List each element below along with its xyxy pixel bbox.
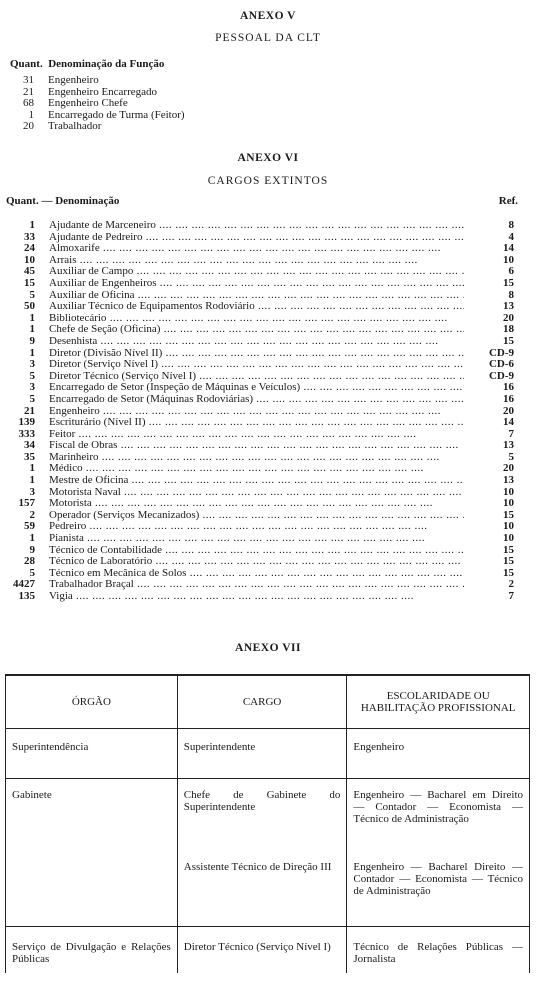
item-ref: 2 xyxy=(508,578,514,591)
table-row xyxy=(6,729,530,779)
list-item xyxy=(0,520,536,532)
anexo-vi xyxy=(0,152,536,602)
item-ref: 15 xyxy=(503,334,514,347)
item-ref: 10 xyxy=(503,497,514,510)
item-denominacao: Médico .... xyxy=(49,462,464,474)
cell-escolaridade: Engenheiro — Bacharel Direito — Contador — Economista — Técnico de Administração xyxy=(347,857,530,927)
col-denominacao-header: Denominação da Função xyxy=(48,58,165,70)
item-denominacao: Arrais .... xyxy=(49,254,464,266)
item-denominacao: Auxiliar de Campo .... xyxy=(49,265,464,277)
item-quantity: 135 xyxy=(18,590,35,602)
cell-orgao: Gabinete xyxy=(6,779,178,857)
list-item xyxy=(0,335,536,347)
item-denominacao: Vigia .... xyxy=(49,590,464,602)
item-quantity: 28 xyxy=(24,555,35,568)
item-quantity: 1 xyxy=(29,311,35,324)
item-denominacao: Almoxarife .... xyxy=(49,242,464,254)
item-denominacao: Chefe de Seção (Oficina) .... xyxy=(49,323,464,335)
item-denominacao: Escriturário (Nível II) .... xyxy=(49,416,464,428)
item-quantity: 10 xyxy=(24,253,35,266)
item-denominacao: Pianista .... xyxy=(49,532,464,544)
item-quantity: 139 xyxy=(18,416,35,429)
item-ref: 8 xyxy=(508,219,514,231)
list-item xyxy=(0,242,536,254)
item-denominacao: Técnico de Contabilidade .... xyxy=(49,544,464,556)
item-denominacao: Técnico de Laboratório .... xyxy=(49,555,464,567)
item-denominacao: Diretor (Divisão Nível II) .... xyxy=(49,347,464,359)
cell-cargo: Diretor Técnico (Serviço Nível I) xyxy=(177,927,347,973)
list-item xyxy=(0,428,536,440)
item-ref: 20 xyxy=(503,462,514,475)
item-ref: 8 xyxy=(508,288,514,301)
list-item xyxy=(0,451,536,463)
list-item xyxy=(0,358,536,370)
item-ref: 7 xyxy=(508,590,514,602)
item-ref: 10 xyxy=(503,532,514,545)
list-item xyxy=(0,323,536,335)
item-ref: 18 xyxy=(503,323,514,336)
list-item xyxy=(0,381,536,393)
cell-escolaridade: Engenheiro — Bacharel em Direito — Contador — Economista — Técnico de Administração xyxy=(347,779,530,857)
item-ref: CD-9 xyxy=(488,346,514,359)
item-ref: 6 xyxy=(508,265,514,278)
item-ref: 10 xyxy=(503,253,514,266)
item-denominacao: Encarregado de Setor (Máquinas Rodoviárias) .... xyxy=(49,393,464,405)
item-quantity: 157 xyxy=(18,497,35,510)
item-denominacao: Diretor Técnico (Serviço Nível I) .... xyxy=(49,370,464,382)
item-ref: 10 xyxy=(503,485,514,498)
item-ref: 15 xyxy=(503,508,514,521)
col-ref-header: Ref. xyxy=(498,195,518,207)
table-row xyxy=(6,857,530,927)
item-quantity: 5 xyxy=(29,369,35,382)
item-ref: 16 xyxy=(503,381,514,394)
item-quantity: 35 xyxy=(24,450,35,463)
item-quantity: 31 xyxy=(23,74,34,86)
item-quantity: 333 xyxy=(18,427,35,440)
table-row xyxy=(6,779,530,857)
item-ref: 5 xyxy=(508,450,514,463)
item-quantity: 33 xyxy=(24,230,35,243)
item-ref: CD-6 xyxy=(488,358,514,371)
item-denominacao: Diretor (Serviço Nível I) .... xyxy=(49,358,464,370)
anexo-v xyxy=(0,10,536,133)
list-item xyxy=(0,347,536,359)
item-ref: 20 xyxy=(503,404,514,417)
item-quantity: 1 xyxy=(29,462,35,475)
item-denominacao: Mestre de Oficina .... xyxy=(49,474,464,486)
item-quantity: 21 xyxy=(23,85,34,98)
item-denominacao: Auxiliar de Engenheiros .... xyxy=(49,277,464,289)
item-quantity: 59 xyxy=(24,520,35,533)
anexo-v-list xyxy=(0,75,536,133)
item-quantity: 3 xyxy=(29,485,35,498)
item-quantity: 1 xyxy=(29,474,35,487)
item-ref: CD-9 xyxy=(488,369,514,382)
cell-orgao: Superintendência xyxy=(6,729,178,779)
cell-escolaridade: Técnico de Relações Públicas — Jornalista xyxy=(347,927,530,973)
item-quantity: 24 xyxy=(24,242,35,255)
item-denominacao: Operador (Serviços Mecanizados) .... xyxy=(49,509,464,521)
cell-cargo: Assistente Técnico de Direção III xyxy=(177,857,347,927)
list-item xyxy=(0,231,536,243)
item-denominacao: Desenhista .... xyxy=(49,335,464,347)
item-quantity: 21 xyxy=(24,404,35,417)
item-denominacao: Engenheiro xyxy=(48,74,99,86)
header-cargo: CARGO xyxy=(177,675,347,729)
item-quantity: 20 xyxy=(23,120,34,133)
anexo-vi-subtitle: CARGOS EXTINTOS xyxy=(207,175,329,187)
header-escolaridade: ESCOLARIDADE OU HABILITAÇÃO PROFISSIONAL xyxy=(347,675,530,729)
item-ref: 14 xyxy=(503,416,514,429)
col-quant-header: Quant. xyxy=(10,58,43,70)
list-item xyxy=(0,532,536,544)
col-quant-denominacao-header: Quant. — Denominação xyxy=(6,195,120,207)
item-quantity: 5 xyxy=(29,392,35,405)
item-quantity: 9 xyxy=(29,334,35,347)
item-quantity: 3 xyxy=(29,381,35,394)
anexo-v-subtitle: PESSOAL DA CLT xyxy=(215,32,321,44)
item-denominacao: Encarregado de Setor (Inspeção de Máquinas e Veículos) .... xyxy=(49,381,464,393)
table-row xyxy=(6,927,530,973)
list-item xyxy=(0,544,536,556)
item-ref: 13 xyxy=(503,300,514,313)
anexo-vii xyxy=(0,642,536,965)
item-ref: 13 xyxy=(503,439,514,452)
list-item xyxy=(0,578,536,590)
cell-orgao xyxy=(6,857,178,927)
item-quantity: 3 xyxy=(29,358,35,371)
item-quantity: 9 xyxy=(29,543,35,556)
item-quantity: 5 xyxy=(29,566,35,579)
anexo-v-title: ANEXO V xyxy=(239,10,296,22)
item-quantity: 1 xyxy=(29,219,35,231)
list-item xyxy=(0,497,536,509)
list-item xyxy=(0,370,536,382)
list-item xyxy=(0,312,536,324)
item-denominacao: Engenheiro Chefe xyxy=(48,97,128,110)
anexo-vii-table xyxy=(5,674,530,973)
item-quantity: 1 xyxy=(28,108,34,121)
item-quantity: 5 xyxy=(29,288,35,301)
list-item xyxy=(0,75,536,87)
item-denominacao: Bibliotecário .... xyxy=(49,312,464,324)
list-item xyxy=(0,289,536,301)
table-header-row xyxy=(6,675,530,729)
item-ref: 4 xyxy=(508,230,514,243)
list-item xyxy=(0,265,536,277)
list-item xyxy=(0,405,536,417)
item-ref: 13 xyxy=(503,474,514,487)
list-item xyxy=(0,474,536,486)
list-item xyxy=(0,486,536,498)
item-denominacao: Pedreiro .... xyxy=(49,520,464,532)
anexo-vi-header xyxy=(0,195,536,207)
item-denominacao: Fiscal de Obras .... xyxy=(49,439,464,451)
item-ref: 10 xyxy=(503,520,514,533)
item-denominacao: Auxiliar de Oficina .... xyxy=(49,289,464,301)
item-quantity: 34 xyxy=(24,439,35,452)
cell-orgao: Serviço de Divulgação e Relações Públicas xyxy=(6,927,178,973)
list-item xyxy=(0,555,536,567)
item-quantity: 1 xyxy=(29,532,35,545)
header-orgao: ÓRGÃO xyxy=(6,675,178,729)
list-item xyxy=(0,254,536,266)
list-item xyxy=(0,300,536,312)
item-denominacao: Motorista Naval .... xyxy=(49,486,464,498)
item-quantity: 4427 xyxy=(13,578,35,591)
item-denominacao: Encarregado de Turma (Feitor) xyxy=(48,108,185,121)
cell-cargo: Chefe de Gabinete do Superintendente xyxy=(177,779,347,857)
item-denominacao: Feitor .... xyxy=(49,428,464,440)
list-item xyxy=(0,393,536,405)
anexo-vi-list xyxy=(0,219,536,602)
anexo-v-header xyxy=(0,58,536,70)
item-quantity: 15 xyxy=(24,276,35,289)
item-ref: 14 xyxy=(503,242,514,255)
list-item xyxy=(0,219,536,231)
item-denominacao: Técnico em Mecânica de Solos .... xyxy=(49,567,464,579)
item-ref: 15 xyxy=(503,566,514,579)
item-ref: 15 xyxy=(503,276,514,289)
item-denominacao: Auxiliar Técnico de Equipamentos Rodoviário .... xyxy=(49,300,464,312)
item-quantity: 50 xyxy=(24,300,35,313)
list-item xyxy=(0,439,536,451)
anexo-vii-title: ANEXO VII xyxy=(235,642,301,654)
item-quantity: 2 xyxy=(29,508,35,521)
item-denominacao: Trabalhador xyxy=(48,120,102,133)
item-denominacao: Ajudante de Marceneiro .... xyxy=(49,219,464,231)
list-item xyxy=(0,590,536,602)
item-ref: 15 xyxy=(503,543,514,556)
item-ref: 20 xyxy=(503,311,514,324)
item-ref: 7 xyxy=(508,427,514,440)
item-denominacao: Ajudante de Pedreiro .... xyxy=(49,231,464,243)
item-denominacao: Marinheiro .... xyxy=(49,451,464,463)
item-denominacao: Engenheiro .... xyxy=(49,405,464,417)
list-item xyxy=(0,567,536,579)
list-item xyxy=(0,121,536,133)
item-quantity: 1 xyxy=(29,323,35,336)
list-item xyxy=(0,416,536,428)
cell-cargo: Superintendente xyxy=(177,729,347,779)
item-ref: 15 xyxy=(503,555,514,568)
list-item xyxy=(0,509,536,521)
item-ref: 16 xyxy=(503,392,514,405)
list-item xyxy=(0,277,536,289)
item-quantity: 68 xyxy=(23,97,34,110)
cell-escolaridade: Engenheiro xyxy=(347,729,530,779)
item-quantity: 1 xyxy=(29,346,35,359)
list-item xyxy=(0,462,536,474)
item-quantity: 45 xyxy=(24,265,35,278)
item-denominacao: Trabalhador Braçal .... xyxy=(49,578,464,590)
item-denominacao: Engenheiro Encarregado xyxy=(48,85,158,98)
item-denominacao: Motorista .... xyxy=(49,497,464,509)
anexo-vi-title: ANEXO VI xyxy=(237,152,299,164)
